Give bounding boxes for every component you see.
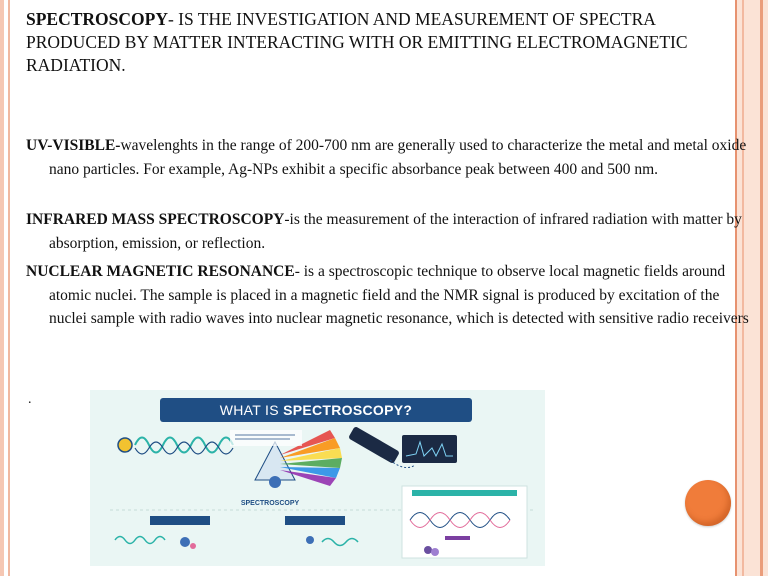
slide-title: [26, 8, 716, 77]
info-box: [230, 430, 302, 446]
paragraph-term: INFRARED MASS SPECTROSCOPY: [26, 211, 285, 228]
infographic-title-strong: SPECTROSCOPY?: [283, 402, 413, 418]
spectrometer-icon: [348, 426, 400, 464]
sample-icon: [269, 476, 281, 488]
atom-icon: [431, 548, 439, 556]
atom-icon: [424, 546, 432, 554]
right-decor-line: [760, 0, 763, 576]
infographic-subheading: SPECTROSCOPY: [240, 500, 300, 507]
incoming-wave-icon: [135, 438, 233, 453]
paragraph-nmr: [26, 260, 749, 331]
paragraph-infrared: [26, 208, 749, 255]
paragraph-uv-visible: [26, 134, 749, 181]
spectroscopy-infographic: [90, 390, 545, 566]
decorative-orange-circle: [685, 480, 731, 526]
card-legend-bar: [445, 536, 470, 540]
atom-icon: [306, 536, 314, 544]
title-definition: - IS THE INVESTIGATION AND MEASUREMENT OF SPECTRA PRODUCED BY MATTER INTERACTING WITH OR EMITTING ELECTROMAGNETIC RADIATION.: [26, 9, 688, 75]
paragraph-term: UV-VISIBLE-: [26, 137, 121, 154]
infographic-title: [160, 398, 472, 422]
paragraph-text: -is the measurement of the interaction of infrared radiation with matter by absorption, emission, or reflection.: [49, 211, 742, 252]
emitter-icon: [118, 438, 132, 452]
card-header-bar: [412, 490, 517, 496]
atom-icon: [190, 543, 196, 549]
emission-label-box: [285, 516, 345, 525]
left-decor-stripe: [0, 0, 4, 576]
infographic-title-prefix: WHAT IS: [219, 402, 284, 418]
absorption-wave-icon: [115, 537, 165, 544]
left-decor-stripe-thin: [8, 0, 10, 576]
paragraph-text: wavelenghts in the range of 200-700 nm are generally used to characterize the metal and metal oxide nano particles. For example, Ag-NPs exhibit a specific absorbance peak between 400 and 500 nm.: [49, 137, 747, 178]
paragraph-text: - is a spectroscopic technique to observe local magnetic fields around atomic nuclei. The sample is placed in a magnetic field and the NMR signal is produced by excitation of the nuclei sample with radio waves into nuclear magnetic resonance, which is detected with sensitive radio receivers: [49, 263, 749, 327]
prism-icon: [255, 442, 295, 480]
paragraph-term: NUCLEAR MAGNETIC RESONANCE: [26, 263, 295, 280]
atom-icon: [180, 537, 190, 547]
absorption-label-box: [150, 516, 210, 525]
emission-wave-icon: [322, 539, 358, 546]
stray-dot: .: [28, 392, 32, 407]
title-term: SPECTROSCOPY: [26, 9, 168, 29]
monitor-icon: [402, 435, 457, 463]
